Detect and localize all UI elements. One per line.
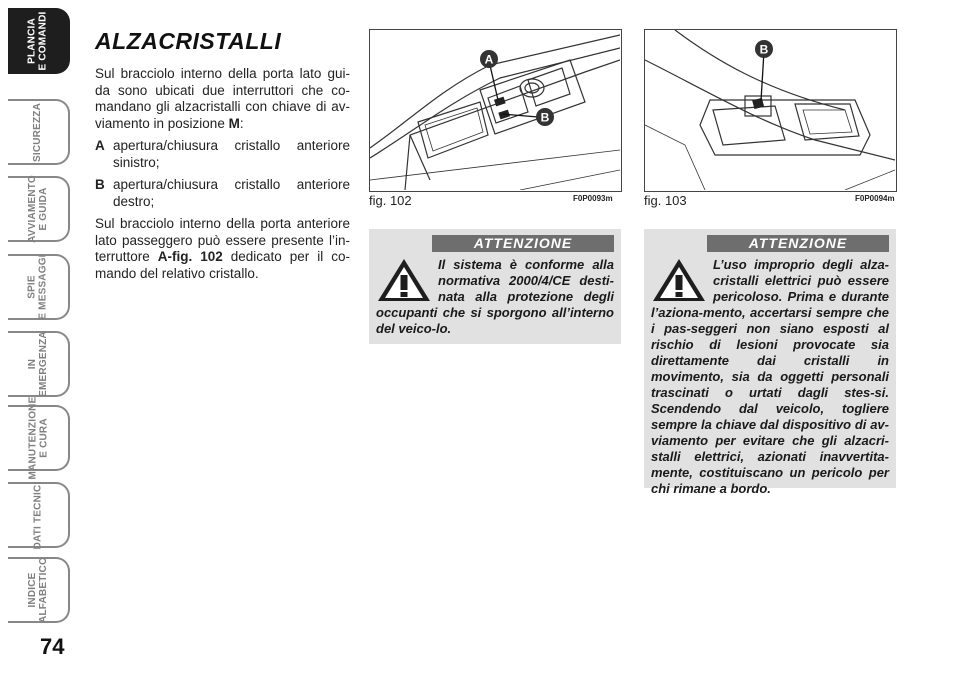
item-text: apertura/chiusura cristallo anteriore destro; <box>113 177 350 209</box>
figure-code: F0P0093m <box>573 194 613 203</box>
tab-label: PLANCIA E COMANDI <box>27 11 49 71</box>
tab-in-emergenza[interactable] <box>8 331 70 397</box>
callout-b-label: B <box>759 42 769 57</box>
warning-header: ATTENZIONE <box>707 235 889 252</box>
figure-103 <box>644 29 897 192</box>
para2-tail: dedicato per il co-mando del relativo cristallo. <box>95 249 350 281</box>
passenger-door-illustration <box>645 30 895 190</box>
figure-caption: fig. 103 <box>644 193 687 208</box>
key-position: M <box>228 115 240 131</box>
passenger-paragraph <box>95 216 350 282</box>
callout-b-label: B <box>540 110 550 125</box>
tab-label: IN EMERGENZA <box>27 331 50 397</box>
tab-sicurezza[interactable] <box>8 99 70 165</box>
door-armrest-illustration <box>370 30 620 190</box>
warning-text: L’uso improprio degli alza-cristalli elettrici può essere pericoloso. Prima e durante l’aziona-mento, accertarsi sempre che i pas-seggeri non siano esposti al rischio di lesioni provocate sia direttamente dai cristalli in movimento, sia da oggetti personali trascinati o urtati dagli stes-si. Scendendo dal veicolo, togliere sempre la chiave dal dispositivo di av-viamento per evitare che gli alzacri-stalli elettrici, azionati inavvertita-mente, costituiscano un pericolo per chi rimane a bordo. <box>651 257 889 496</box>
tab-label: MANUTENZIONE E CURA <box>27 396 50 480</box>
list-item <box>95 177 350 210</box>
warning-text: Il sistema è conforme alla normativa 2000/4/CE desti-nata alla protezione degli occupanti che si sporgono all’interno del veico-lo. <box>376 257 614 336</box>
chapter-tabs <box>0 0 76 640</box>
tab-plancia-e-comandi[interactable] <box>8 8 70 74</box>
tab-label: AVVIAMENTO E GUIDA <box>27 175 49 243</box>
intro-text: Sul bracciolo interno della porta lato gui-da sono ubicati due interruttori che co-mandano gli alzacristalli con chiave di av-viamento in posizione <box>95 66 350 131</box>
intro-paragraph <box>95 66 350 132</box>
tab-avviamento-e-guida[interactable] <box>8 176 70 242</box>
item-key: A <box>95 138 105 153</box>
figure-code: F0P0094m <box>855 194 895 203</box>
tab-label: SPIE E MESSAGGI <box>27 254 50 320</box>
warning-triangle-icon <box>651 257 707 303</box>
page-title: ALZACRISTALLI <box>95 28 282 54</box>
warning-box <box>369 229 621 344</box>
tab-label: INDICE ALFABETICO <box>27 557 50 623</box>
tab-manutenzione-e-cura[interactable] <box>8 396 70 480</box>
figure-caption: fig. 102 <box>369 193 412 208</box>
tab-label: SICUREZZA <box>32 102 44 162</box>
warning-header: ATTENZIONE <box>432 235 614 252</box>
tab-dati-tecnici[interactable] <box>8 482 70 548</box>
body-text <box>95 66 350 288</box>
warning-triangle-icon <box>376 257 432 303</box>
tab-edge <box>0 0 8 640</box>
list-item <box>95 138 350 171</box>
para2-text: Sul bracciolo interno della porta anteriore lato passeggero può essere presente l’in-terruttore <box>95 216 350 264</box>
tab-spie-e-messaggi[interactable] <box>8 254 70 320</box>
item-text: apertura/chiusura cristallo anteriore sinistro; <box>113 138 350 170</box>
intro-colon: : <box>239 115 244 131</box>
warning-box <box>644 229 896 496</box>
figure-102 <box>369 29 622 192</box>
callout-a-label: A <box>484 52 494 67</box>
figure-reference: A-fig. 102 <box>157 249 223 264</box>
page-number: 74 <box>40 634 65 659</box>
item-key: B <box>95 177 105 192</box>
tab-label: DATI TECNICI <box>32 481 44 549</box>
tab-indice-alfabetico[interactable] <box>8 557 70 623</box>
